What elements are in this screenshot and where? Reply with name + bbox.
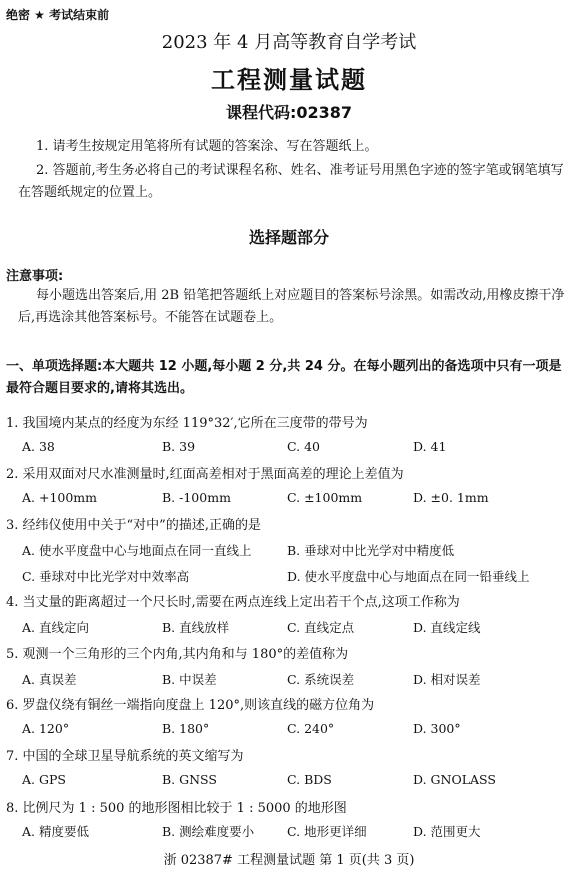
secret-label: 绝密 ★ 考试结束前 — [6, 8, 110, 22]
question-8-option-c: C. 地形更详细 — [287, 824, 367, 839]
question-2-option-a: A. +100mm — [22, 490, 98, 505]
question-3-option-d: D. 使水平度盘中心与地面点在同一铅垂线上 — [287, 569, 530, 584]
question-4-option-b: B. 直线放样 — [162, 620, 230, 635]
question-2-option-d: D. ±0. 1mm — [413, 490, 489, 505]
question-7-stem: 7. 中国的全球卫星导航系统的英文缩写为 — [6, 749, 244, 764]
exam-name: 2023 年 4 月高等教育自学考试 — [161, 32, 417, 53]
question-6-option-c: C. 240° — [287, 721, 335, 736]
section-title: 选择题部分 — [248, 228, 329, 247]
notice-text — [18, 285, 566, 329]
question-5-option-b: B. 中误差 — [162, 672, 217, 687]
page-title: 工程测量试题 — [211, 66, 367, 94]
instruction-1 — [18, 136, 566, 158]
question-5-stem: 5. 观测一个三角形的三个内角,其内角和与 180°的差值称为 — [6, 647, 349, 662]
notice-label: 注意事项: — [6, 269, 64, 284]
question-7-option-b: B. GNSS — [162, 772, 217, 787]
question-3-option-a: A. 使水平度盘中心与地面点在同一直线上 — [22, 543, 252, 558]
question-4-option-a: A. 直线定向 — [22, 620, 89, 635]
question-8-option-b: B. 测绘难度要小 — [162, 824, 255, 839]
question-6-option-d: D. 300° — [413, 721, 461, 736]
question-4-stem: 4. 当丈量的距离超过一个尺长时,需要在两点连线上定出若干个点,这项工作称为 — [6, 595, 460, 610]
question-5-option-c: C. 系统误差 — [287, 672, 355, 687]
question-6-option-b: B. 180° — [162, 721, 210, 736]
question-6-stem: 6. 罗盘仪绕有铜丝一端指向度盘上 120°,则该直线的磁方位角为 — [6, 698, 375, 713]
question-3-option-b: B. 垂球对中比光学对中精度低 — [287, 543, 455, 558]
question-1-stem: 1. 我国境内某点的经度为东经 119°32′,它所在三度带的带号为 — [6, 416, 368, 431]
question-1-option-d: D. 41 — [413, 439, 447, 454]
question-7-option-a: A. GPS — [22, 772, 66, 787]
instruction-2-text: 2. 答题前,考生务必将自己的考试课程名称、姓名、准考证号用黑色字迹的签字笔或钢笔填写在答题纸规定的位置上。 — [18, 163, 564, 200]
question-7-option-d: D. GNOLASS — [413, 772, 496, 787]
instruction-2 — [18, 160, 566, 204]
instruction-1-text: 1. 请考生按规定用笔将所有试题的答案涂、写在答题纸上。 — [36, 139, 378, 154]
question-2-stem: 2. 采用双面对尺水准测量时,红面高差相对于黑面高差的理论上差值为 — [6, 467, 404, 482]
question-4-option-d: D. 直线定线 — [413, 620, 481, 635]
mcq-header: 一、单项选择题:本大题共 12 小题,每小题 2 分,共 24 分。在每小题列出的备选项中只有一项是最符合题目要求的,请将其选出。 — [6, 359, 562, 396]
question-3-stem: 3. 经纬仪使用中关于“对中”的描述,正确的是 — [6, 518, 261, 533]
question-5-option-d: D. 相对误差 — [413, 672, 481, 687]
question-1-option-b: B. 39 — [162, 439, 196, 454]
notice-body: 每小题选出答案后,用 2B 铅笔把答题纸上对应题目的答案标号涂黑。如需改动,用橡皮擦干净后,再选涂其他答案标号。不能答在试题卷上。 — [18, 288, 565, 325]
question-2-option-b: B. -100mm — [162, 490, 231, 505]
course-code: 课程代码:02387 — [225, 103, 353, 122]
question-8-option-d: D. 范围更大 — [413, 824, 481, 839]
question-3-option-c: C. 垂球对中比光学对中效率高 — [22, 569, 190, 584]
question-1-option-a: A. 38 — [22, 439, 55, 454]
page-footer: 浙 02387# 工程测量试题 第 1 页(共 3 页) — [163, 853, 415, 868]
question-5-option-a: A. 真误差 — [22, 672, 77, 687]
question-8-stem: 8. 比例尺为 1 : 500 的地形图相比较于 1 : 5000 的地形图 — [6, 801, 347, 816]
question-7-option-c: C. BDS — [287, 772, 332, 787]
question-6-option-a: A. 120° — [22, 721, 70, 736]
question-8-option-a: A. 精度要低 — [22, 824, 89, 839]
question-2-option-c: C. ±100mm — [287, 490, 363, 505]
question-1-option-c: C. 40 — [287, 439, 320, 454]
question-4-option-c: C. 直线定点 — [287, 620, 355, 635]
